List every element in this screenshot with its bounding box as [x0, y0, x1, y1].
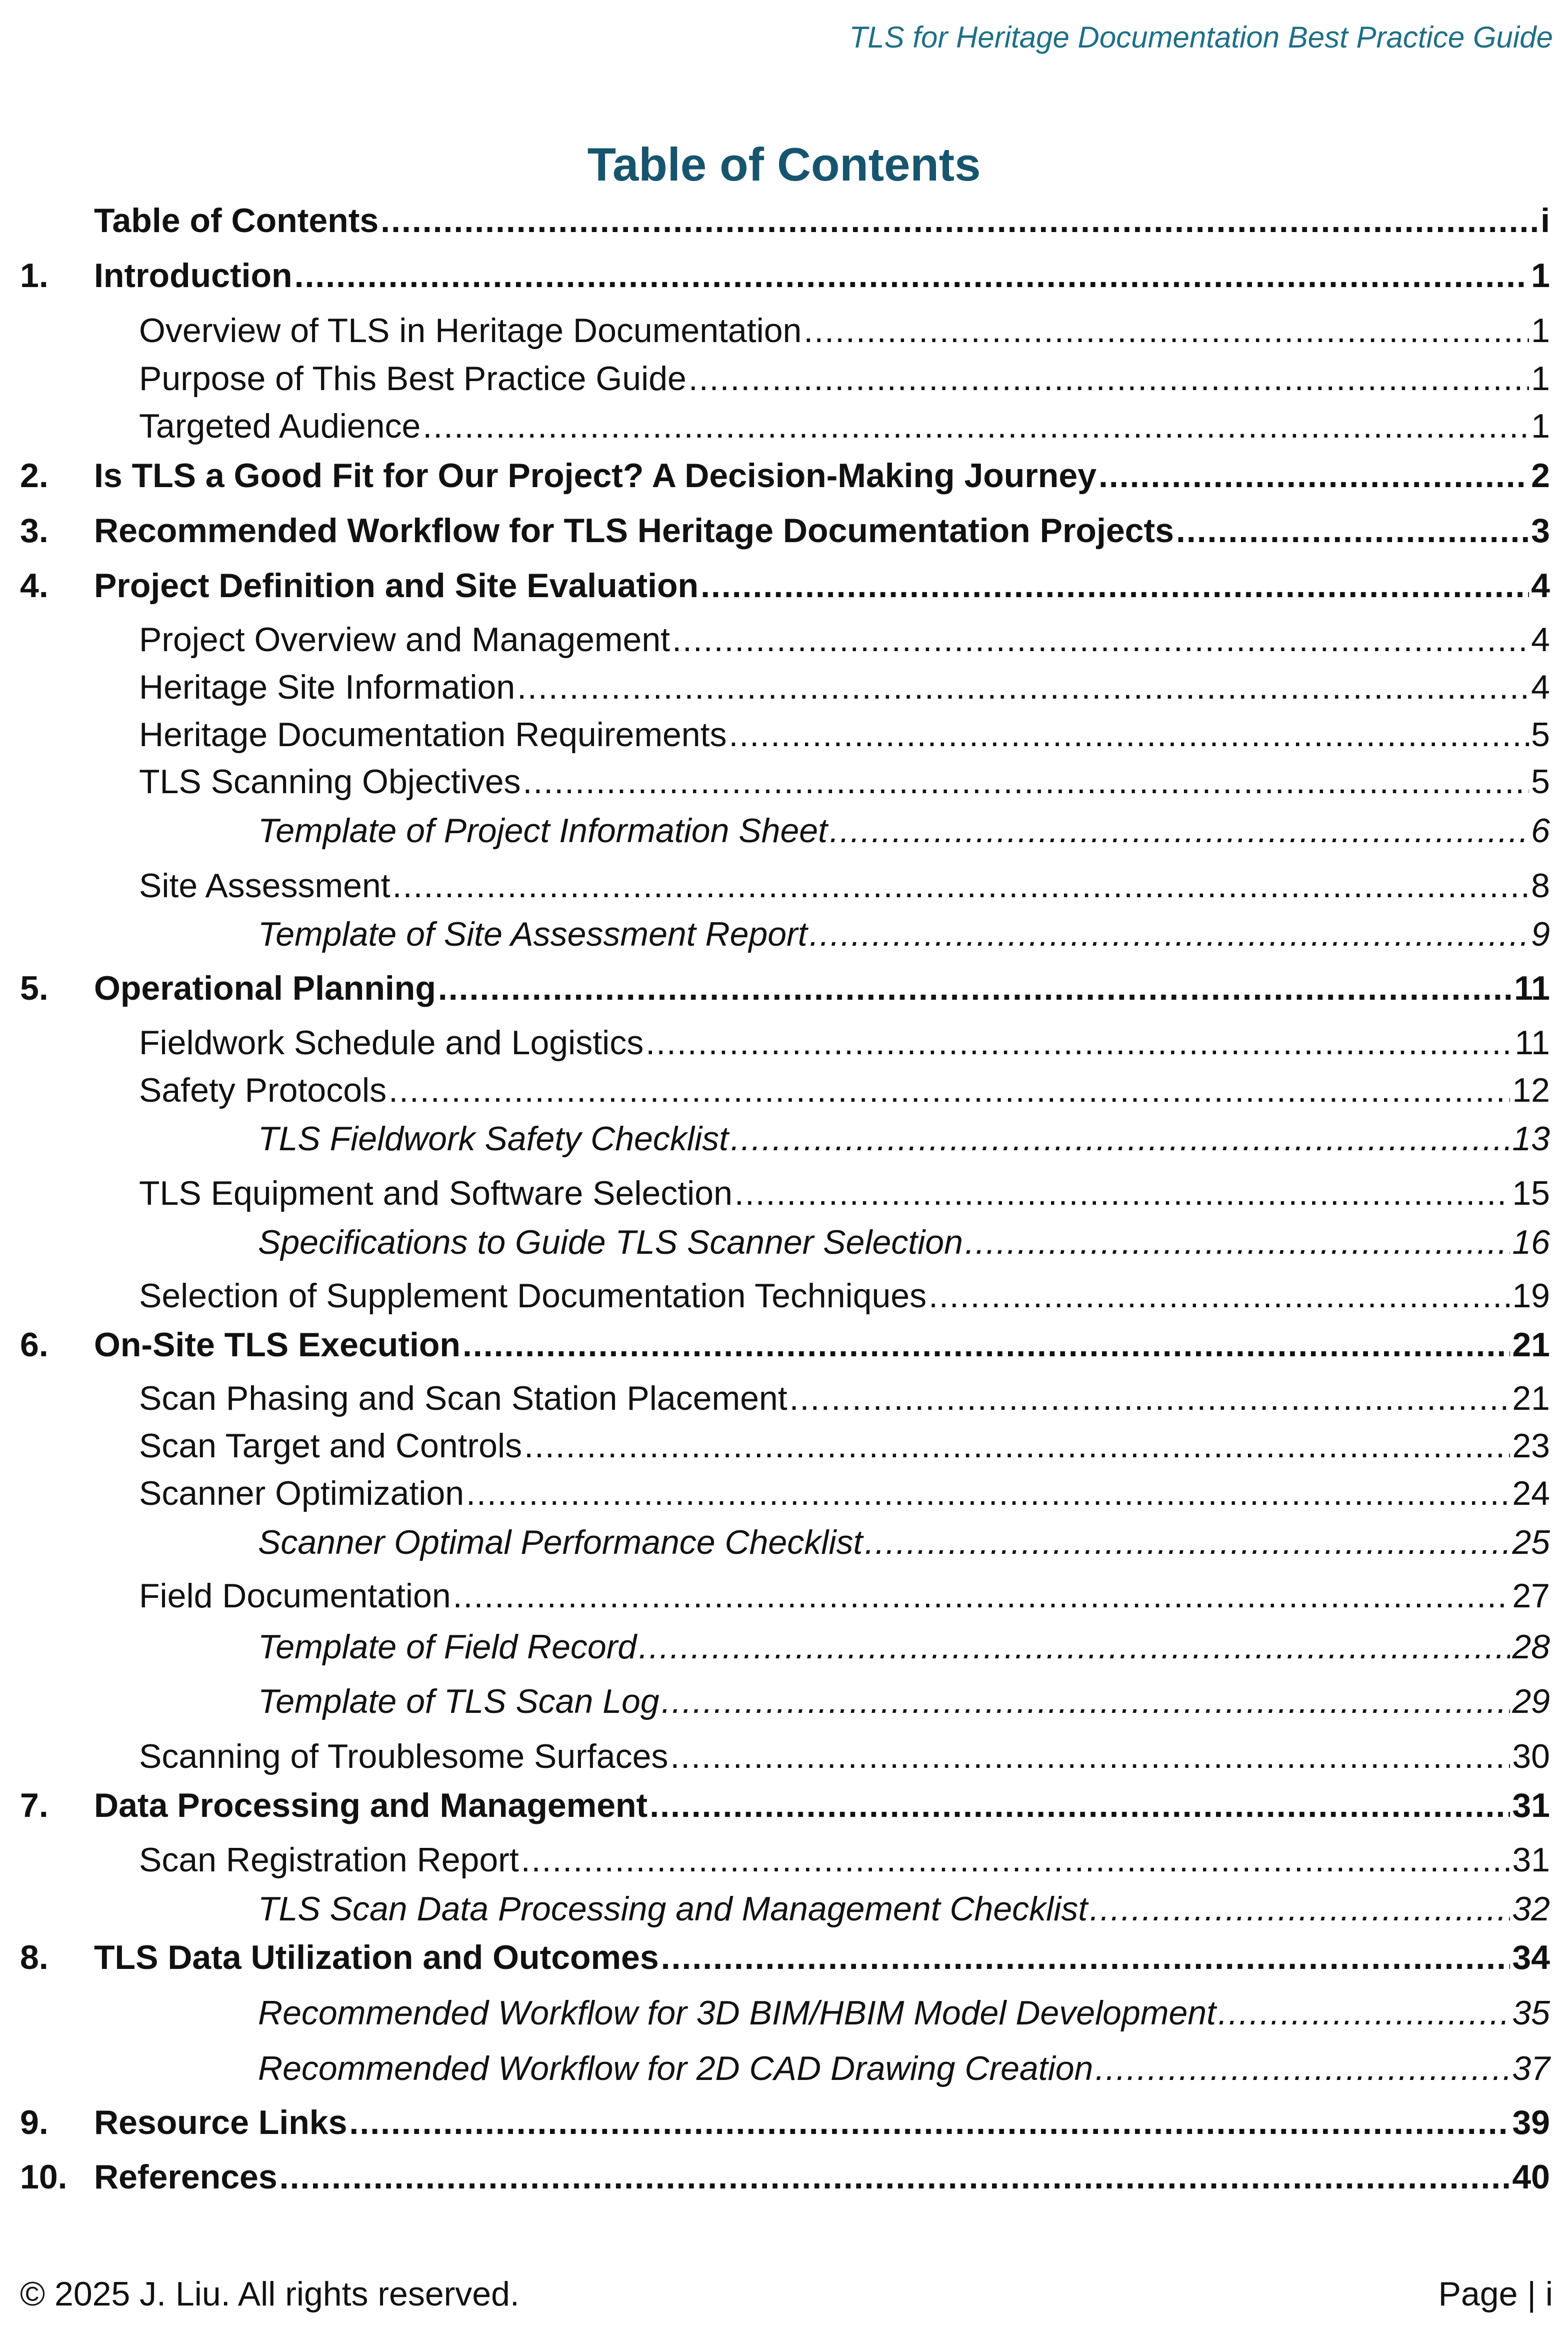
toc-entry-label: TLS Scan Data Processing and Management Checklist — [258, 1890, 1088, 1928]
toc-entry[interactable] — [20, 1889, 1550, 1934]
toc-entry-label: Recommended Workflow for 3D BIM/HBIM Model Development — [258, 1994, 1216, 2032]
toc-entry[interactable] — [20, 1276, 1550, 1321]
toc-entry-number: 5. — [20, 969, 48, 1007]
dot-leader — [1176, 511, 1529, 550]
toc-entry-page: 6 — [1531, 812, 1550, 850]
toc-entry[interactable] — [20, 201, 1550, 246]
dot-leader — [928, 1276, 1510, 1315]
running-header: TLS for Heritage Documentation Best Practice Guide — [849, 21, 1553, 54]
dot-leader — [965, 1223, 1510, 1262]
toc-entry-label: Site Assessment — [139, 867, 390, 905]
toc-entry[interactable] — [20, 1223, 1550, 1268]
toc-entry[interactable] — [20, 311, 1550, 356]
toc-entry-label: Template of Project Information Sheet — [258, 812, 828, 850]
toc-entry-label: Table of Contents — [94, 202, 379, 240]
dot-leader — [804, 311, 1529, 350]
toc-entry-number: 4. — [20, 567, 48, 605]
dot-leader — [380, 201, 1538, 240]
toc-entry-label: Template of Site Assessment Report — [258, 915, 808, 953]
toc-entry[interactable] — [20, 407, 1550, 452]
toc-entry[interactable] — [20, 811, 1550, 856]
toc-entry-label: Scanner Optimization — [139, 1474, 464, 1512]
toc-entry-page: 21 — [1512, 1379, 1550, 1417]
toc-entry[interactable] — [20, 915, 1550, 960]
dot-leader — [730, 1119, 1510, 1158]
toc-entry[interactable] — [20, 1119, 1550, 1164]
toc-entry-page: 29 — [1512, 1682, 1550, 1720]
dot-leader — [280, 2157, 1510, 2196]
dot-leader — [810, 915, 1530, 954]
toc-entry[interactable] — [20, 1993, 1550, 2038]
dot-leader — [466, 1474, 1510, 1513]
toc-entry[interactable] — [20, 1840, 1550, 1885]
dot-leader — [462, 1325, 1510, 1364]
toc-entry-page: i — [1540, 202, 1550, 240]
toc-entry[interactable] — [20, 1523, 1550, 1568]
dot-leader — [1098, 456, 1529, 495]
toc-entry-label: Scan Phasing and Scan Station Placement — [139, 1379, 788, 1417]
dot-leader — [670, 1737, 1510, 1776]
dot-leader — [438, 969, 1512, 1008]
toc-entry-label: Template of TLS Scan Log — [258, 1682, 660, 1720]
toc-entry[interactable] — [20, 1174, 1550, 1219]
toc-entry-page: 21 — [1512, 1326, 1550, 1364]
dot-leader — [661, 1938, 1510, 1977]
toc-entry-label: TLS Equipment and Software Selection — [139, 1174, 732, 1212]
toc-entry-number: 2. — [20, 457, 48, 495]
toc-entry-label: Fieldwork Schedule and Logistics — [139, 1024, 644, 1062]
dot-leader — [349, 2103, 1510, 2142]
dot-leader — [864, 1523, 1510, 1562]
toc-entry-page: 35 — [1512, 1994, 1550, 2032]
toc-entry-page: 1 — [1531, 257, 1550, 295]
toc-entry-page: 16 — [1512, 1223, 1550, 1261]
toc-entry-page: 15 — [1512, 1174, 1550, 1212]
toc-entry[interactable] — [20, 1426, 1550, 1471]
toc-entry-page: 40 — [1512, 2158, 1550, 2196]
toc-entry-label: Overview of TLS in Heritage Documentation — [139, 312, 802, 350]
dot-leader — [700, 566, 1529, 605]
toc-entry-label: Scanning of Troublesome Surfaces — [139, 1737, 668, 1775]
toc-entry-label: Heritage Site Information — [139, 668, 516, 706]
dot-leader — [672, 620, 1529, 659]
toc-entry-page: 34 — [1512, 1938, 1550, 1976]
toc-entry-label: Specifications to Guide TLS Scanner Selection — [258, 1223, 963, 1261]
toc-entry[interactable] — [20, 1474, 1550, 1519]
toc-entry-page: 1 — [1531, 312, 1550, 350]
toc-entry-label: Purpose of This Best Practice Guide — [139, 360, 686, 398]
toc-entry-page: 23 — [1512, 1427, 1550, 1465]
toc-entry-page: 32 — [1512, 1890, 1550, 1928]
toc-entry[interactable] — [20, 1627, 1550, 1672]
toc-entry-label: TLS Fieldwork Safety Checklist — [258, 1120, 728, 1158]
toc-entry-label: Introduction — [94, 257, 292, 295]
toc-entry-label: Field Documentation — [139, 1577, 451, 1615]
table-of-contents — [20, 0, 1550, 2337]
toc-entry-page: 5 — [1531, 716, 1550, 754]
toc-entry-label: Scan Registration Report — [139, 1841, 519, 1879]
dot-leader — [1218, 1993, 1510, 2032]
dot-leader — [638, 1627, 1510, 1666]
toc-entry-label: Project Definition and Site Evaluation — [94, 567, 699, 605]
toc-entry[interactable] — [20, 1071, 1550, 1116]
dot-leader — [790, 1379, 1510, 1418]
dot-leader — [1090, 1889, 1510, 1928]
toc-entry-page: 30 — [1512, 1737, 1550, 1775]
toc-entry-page: 1 — [1531, 407, 1550, 445]
toc-entry[interactable] — [20, 511, 1550, 556]
toc-entry[interactable] — [20, 256, 1550, 301]
toc-entry[interactable] — [20, 2157, 1550, 2202]
toc-entry[interactable] — [20, 762, 1550, 807]
toc-entry[interactable] — [20, 668, 1550, 713]
toc-entry-page: 4 — [1531, 621, 1550, 659]
toc-entry[interactable] — [20, 969, 1550, 1014]
toc-entry[interactable] — [20, 2103, 1550, 2148]
toc-entry-label: TLS Data Utilization and Outcomes — [94, 1938, 659, 1976]
toc-entry-page: 13 — [1512, 1120, 1550, 1158]
toc-entry-page: 9 — [1531, 915, 1550, 953]
toc-entry-label: Operational Planning — [94, 969, 436, 1007]
toc-entry-number: 9. — [20, 2103, 48, 2141]
toc-entry[interactable] — [20, 1023, 1550, 1068]
dot-leader — [392, 866, 1530, 905]
toc-entry[interactable] — [20, 1786, 1550, 1831]
page-number: Page | i — [1438, 2275, 1553, 2313]
dot-leader — [650, 1786, 1510, 1825]
dot-leader — [521, 1840, 1510, 1879]
toc-entry[interactable] — [20, 1379, 1550, 1424]
toc-entry-number: 3. — [20, 512, 48, 550]
toc-entry-label: References — [94, 2158, 278, 2196]
toc-entry-page: 31 — [1512, 1841, 1550, 1879]
toc-entry-label: Recommended Workflow for TLS Heritage Documentation Projects — [94, 512, 1174, 550]
dot-leader — [524, 1426, 1510, 1465]
toc-entry-number: 8. — [20, 1938, 48, 1976]
dot-leader — [1095, 2049, 1510, 2088]
copyright-notice: © 2025 J. Liu. All rights reserved. — [20, 2275, 520, 2313]
toc-entry-page: 39 — [1512, 2103, 1550, 2141]
toc-entry-page: 2 — [1531, 457, 1550, 495]
toc-entry-label: Selection of Supplement Documentation Techniques — [139, 1277, 927, 1315]
toc-entry-page: 4 — [1531, 567, 1550, 605]
dot-leader — [830, 811, 1529, 850]
toc-entry-label: Targeted Audience — [139, 407, 421, 445]
toc-entry-page: 11 — [1514, 969, 1550, 1007]
toc-entry-label: Safety Protocols — [139, 1071, 387, 1109]
dot-leader — [662, 1682, 1510, 1721]
toc-entry-number: 10. — [20, 2158, 68, 2196]
dot-leader — [646, 1023, 1512, 1062]
toc-entry-page: 1 — [1531, 360, 1550, 398]
toc-entry-page: 28 — [1512, 1628, 1550, 1666]
dot-leader — [453, 1576, 1510, 1615]
toc-entry-page: 5 — [1531, 763, 1550, 801]
dot-leader — [517, 668, 1529, 707]
toc-entry[interactable] — [20, 566, 1550, 611]
toc-entry-label: Is TLS a Good Fit for Our Project? A Decision-Making Journey — [94, 457, 1096, 495]
toc-entry-page: 37 — [1512, 2049, 1550, 2087]
toc-entry[interactable] — [20, 1737, 1550, 1782]
dot-leader — [734, 1174, 1510, 1213]
toc-entry[interactable] — [20, 456, 1550, 501]
toc-entry[interactable] — [20, 620, 1550, 665]
toc-entry-label: Heritage Documentation Requirements — [139, 716, 727, 754]
toc-entry[interactable] — [20, 1325, 1550, 1370]
toc-entry-number: 1. — [20, 257, 48, 295]
toc-entry-label: Scan Target and Controls — [139, 1427, 522, 1465]
dot-leader — [688, 359, 1529, 398]
dot-leader — [294, 256, 1530, 295]
page-title: Table of Contents — [587, 138, 981, 191]
toc-entry[interactable] — [20, 866, 1550, 911]
toc-entry-number: 7. — [20, 1786, 48, 1824]
toc-entry[interactable] — [20, 715, 1550, 760]
toc-entry[interactable] — [20, 2049, 1550, 2094]
dot-leader — [523, 762, 1530, 801]
toc-entry[interactable] — [20, 1938, 1550, 1983]
toc-entry-page: 31 — [1512, 1786, 1550, 1824]
toc-entry-label: Recommended Workflow for 2D CAD Drawing Creation — [258, 2049, 1094, 2087]
toc-entry-page: 11 — [1514, 1024, 1550, 1062]
dot-leader — [422, 407, 1529, 446]
toc-entry-label: On-Site TLS Execution — [94, 1326, 460, 1364]
toc-entry[interactable] — [20, 1682, 1550, 1727]
toc-entry[interactable] — [20, 1576, 1550, 1621]
toc-entry-label: Resource Links — [94, 2103, 348, 2141]
toc-entry-page: 12 — [1512, 1071, 1550, 1109]
toc-entry-page: 19 — [1512, 1277, 1550, 1315]
toc-entry-label: Data Processing and Management — [94, 1786, 648, 1824]
toc-entry[interactable] — [20, 359, 1550, 404]
dot-leader — [729, 715, 1530, 754]
toc-entry-page: 8 — [1531, 867, 1550, 905]
toc-entry-label: TLS Scanning Objectives — [139, 763, 521, 801]
toc-entry-number: 6. — [20, 1326, 48, 1364]
dot-leader — [388, 1071, 1510, 1110]
toc-entry-label: Project Overview and Management — [139, 621, 670, 659]
toc-entry-label: Scanner Optimal Performance Checklist — [258, 1523, 863, 1561]
toc-entry-page: 4 — [1531, 668, 1550, 706]
toc-entry-page: 24 — [1512, 1474, 1550, 1512]
toc-entry-page: 25 — [1512, 1523, 1550, 1561]
toc-entry-page: 3 — [1531, 512, 1550, 550]
toc-entry-label: Template of Field Record — [258, 1628, 637, 1666]
toc-entry-page: 27 — [1512, 1577, 1550, 1615]
